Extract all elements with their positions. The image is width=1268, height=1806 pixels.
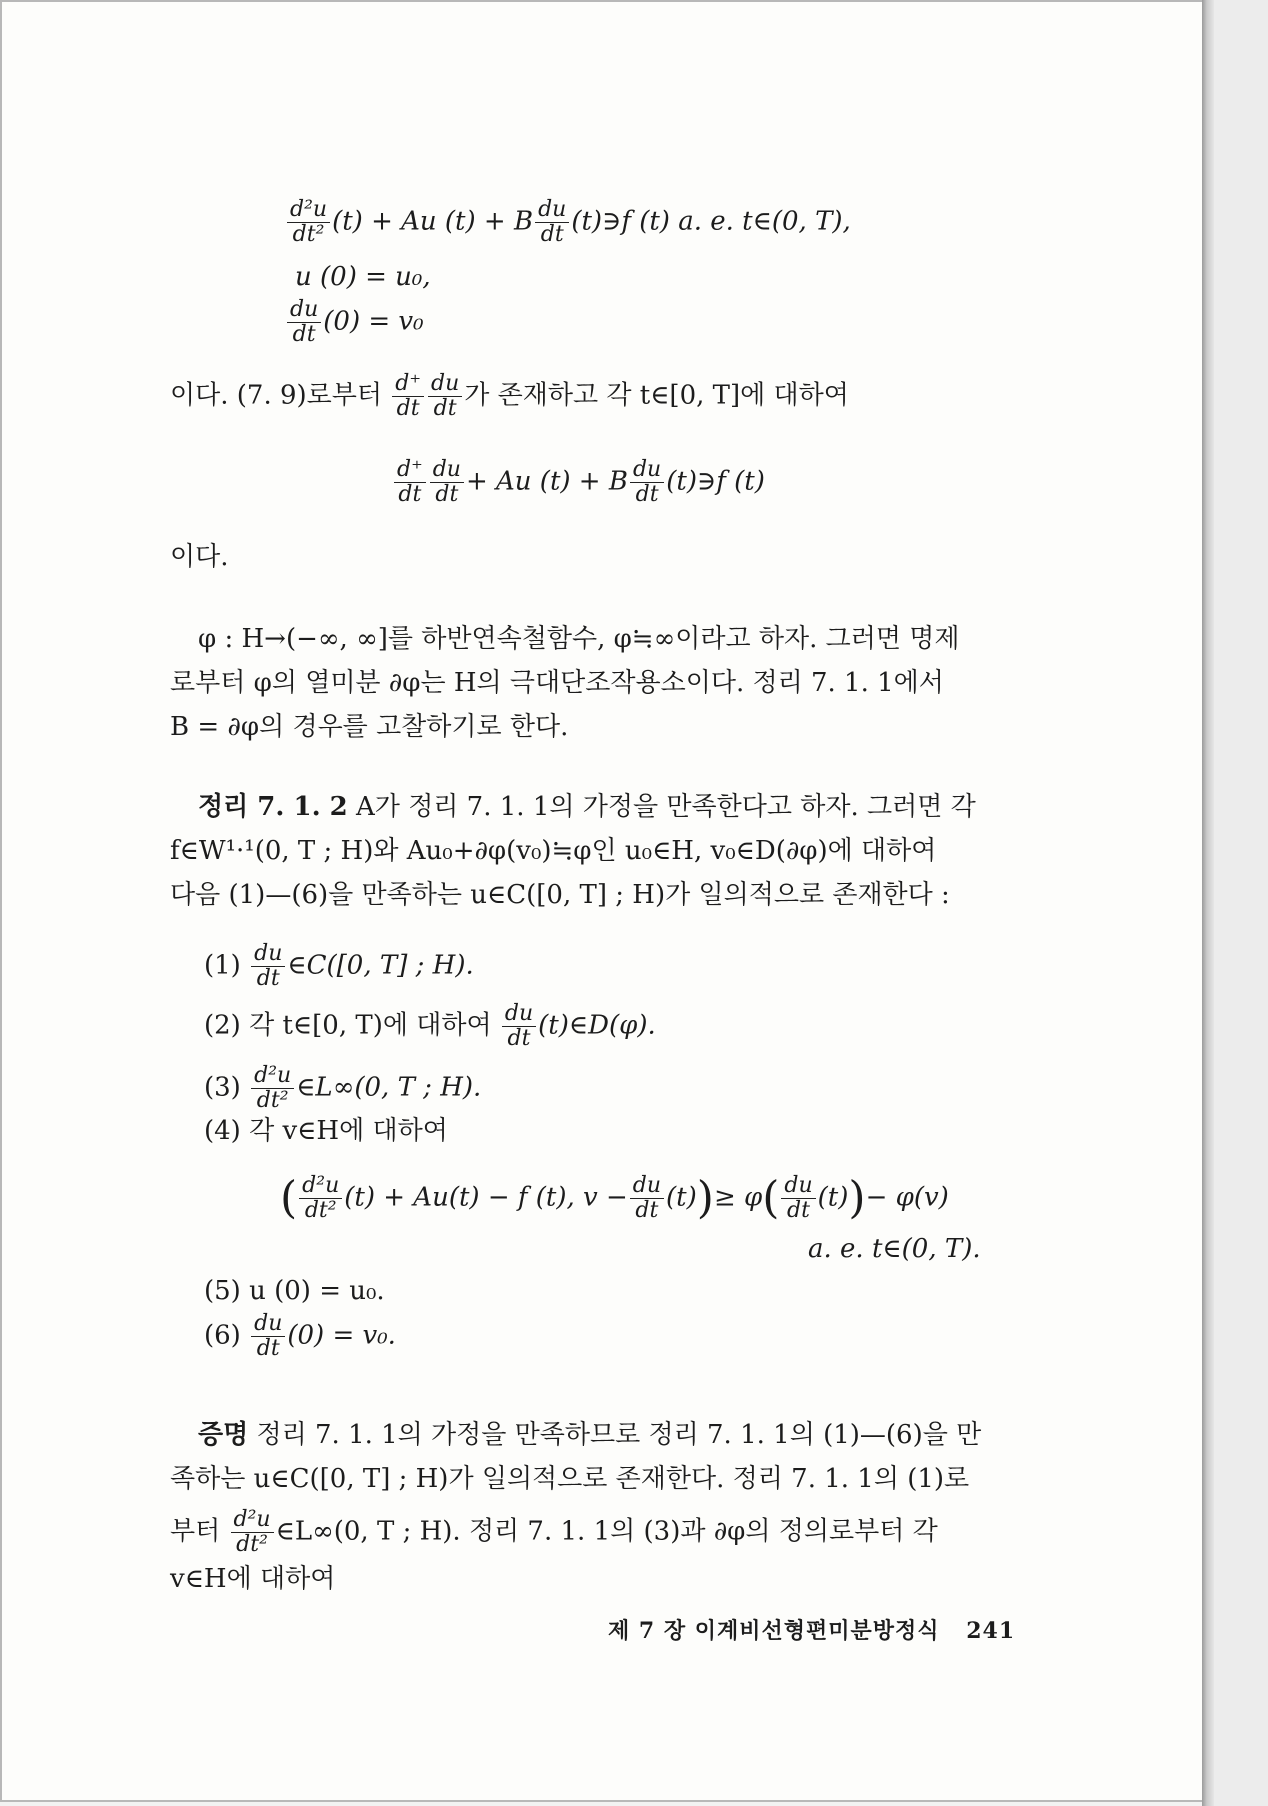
denominator: dt	[433, 396, 457, 421]
paragraph-line: B = ∂φ의 경우를 고찰하기로 한다.	[170, 712, 569, 742]
theorem-line-3: 다음 (1)—(6)을 만족하는 u∈C([0, T] ; H)가 일의적으로 존재한다 :	[170, 880, 950, 910]
fraction	[535, 198, 569, 247]
theorem-line-2: f∈W¹·¹(0, T ; H)와 Au₀+∂φ(v₀)≒φ인 u₀∈H, v₀∈D(∂φ)에 대하여	[170, 836, 937, 866]
list-item-4: (4) 각 v∈H에 대하여	[204, 1116, 448, 1146]
paragraph-line: φ : H→(−∞, ∞]를 하반연속철함수, φ≒∞이라고 하자. 그러면 명제	[198, 624, 960, 654]
list-item-1	[204, 942, 474, 991]
denominator: dt	[540, 222, 564, 247]
inequality-qualifier: a. e. t∈(0, T).	[808, 1234, 981, 1264]
denominator: dt	[398, 482, 422, 507]
equation-text: (t)∈D(φ).	[538, 1010, 656, 1041]
paragraph-line: 로부터 φ의 열미분 ∂φ는 H의 극대단조작용소이다. 정리 7. 1. 1에서	[170, 668, 944, 698]
theorem-line-1	[198, 790, 976, 824]
equation-text: (t) + Au (t) + B	[332, 206, 534, 237]
denominator: dt	[507, 1026, 531, 1051]
item-label: (1)	[204, 950, 241, 981]
display-equation	[392, 458, 765, 507]
equation-text: (t)∋f (t)	[666, 466, 765, 497]
text: 정리 7. 1. 1의 가정을 만족하므로 정리 7. 1. 1의 (1)—(6)을 만	[256, 1420, 982, 1450]
text: ∈L∞(0, T ; H). 정리 7. 1. 1의 (3)과 ∂φ의 정의로부터 각	[275, 1516, 938, 1547]
numerator: du	[287, 298, 321, 323]
denominator: dt	[396, 396, 420, 421]
fraction	[630, 1174, 664, 1223]
list-item-2	[204, 1002, 656, 1051]
list-item-6	[204, 1312, 396, 1361]
denominator: dt	[256, 1336, 280, 1361]
parenthesis: )	[696, 1172, 714, 1224]
text: 부터	[170, 1516, 221, 1547]
equation-text: − φ(v)	[865, 1182, 949, 1213]
text: 가 존재하고 각 t∈[0, T]에 대하여	[464, 380, 849, 411]
numerator: du	[251, 1312, 285, 1337]
parenthesis: (	[762, 1172, 780, 1224]
parenthesis: (	[280, 1172, 298, 1224]
text: A가 정리 7. 1. 1의 가정을 만족한다고 하자. 그러면 각	[356, 792, 976, 822]
fraction	[781, 1174, 815, 1223]
numerator: d²u	[287, 198, 330, 223]
fraction	[251, 1064, 294, 1113]
paragraph-line: 이다.	[170, 542, 229, 572]
numerator: d⁺	[394, 458, 426, 483]
numerator: d²u	[231, 1508, 274, 1533]
equation-text: (t) + Au(t) − f (t), v −	[344, 1182, 628, 1213]
item-label: (3)	[204, 1072, 241, 1103]
equation-text: + Au (t) + B	[465, 466, 628, 497]
numerator: d⁺	[392, 372, 424, 397]
equation-text: (0) = v₀	[323, 306, 424, 337]
numerator: du	[430, 458, 464, 483]
paragraph-line	[170, 372, 849, 421]
equation-text: (t)∋f (t) a. e. t∈(0, T),	[571, 206, 851, 237]
numerator: du	[428, 372, 462, 397]
proof-line-4: v∈H에 대하여	[170, 1564, 336, 1594]
denominator: dt²	[236, 1532, 268, 1557]
numerator: du	[630, 1174, 664, 1199]
running-footer	[608, 1614, 1015, 1645]
list-item-3	[204, 1064, 481, 1113]
denominator: dt	[787, 1198, 810, 1223]
denominator: dt	[292, 322, 316, 347]
scan-margin	[1214, 0, 1268, 1806]
fraction	[231, 1508, 274, 1557]
fraction	[251, 942, 285, 991]
text: (2) 각 t∈[0, T)에 대하여	[204, 1010, 492, 1041]
denominator: dt	[256, 966, 280, 991]
numerator: du	[630, 458, 664, 483]
fraction	[287, 198, 330, 247]
denominator: dt	[635, 482, 659, 507]
page-number: 241	[966, 1618, 1016, 1644]
numerator: du	[535, 198, 569, 223]
denominator: dt	[435, 482, 459, 507]
parenthesis: )	[848, 1172, 866, 1224]
text: 이다. (7. 9)로부터	[170, 380, 383, 411]
fraction	[392, 372, 424, 421]
numerator: d²u	[299, 1174, 342, 1199]
chapter-title: 제 7 장 이계비선형편미분방정식	[608, 1618, 940, 1644]
fraction	[394, 458, 426, 507]
numerator: d²u	[251, 1064, 294, 1089]
proof-label: 증명	[198, 1420, 249, 1450]
denominator: dt	[635, 1198, 659, 1223]
equation-text: (t)	[666, 1182, 697, 1213]
equation-text: ∈C([0, T] ; H).	[287, 950, 474, 981]
equation-text: ≥ φ	[713, 1182, 763, 1213]
equation-line-2: u (0) = u₀,	[295, 262, 431, 292]
list-item-5: (5) u (0) = u₀.	[204, 1276, 385, 1306]
equation-text: ∈L∞(0, T ; H).	[296, 1072, 482, 1103]
proof-line-1	[198, 1418, 981, 1452]
numerator: du	[781, 1174, 815, 1199]
fraction	[630, 458, 664, 507]
equation-line-3	[285, 298, 424, 347]
numerator: du	[251, 942, 285, 967]
fraction	[299, 1174, 342, 1223]
fraction	[287, 298, 321, 347]
fraction	[251, 1312, 285, 1361]
fraction	[430, 458, 464, 507]
item-label: (6)	[204, 1320, 241, 1351]
denominator: dt²	[292, 222, 325, 247]
theorem-label: 정리 7. 1. 2	[198, 792, 348, 822]
fraction	[502, 1002, 536, 1051]
equation-text: (0) = v₀.	[287, 1320, 396, 1351]
fraction	[428, 372, 462, 421]
numerator: du	[502, 1002, 536, 1027]
proof-line-2: 족하는 u∈C([0, T] ; H)가 일의적으로 존재한다. 정리 7. 1. 1의 (1)로	[170, 1464, 970, 1494]
denominator: dt²	[304, 1198, 337, 1223]
proof-line-3	[170, 1508, 938, 1557]
equation-text: (t)	[817, 1182, 849, 1213]
equation-line-1	[285, 198, 851, 247]
denominator: dt²	[256, 1088, 289, 1113]
inequality	[280, 1174, 949, 1223]
page-edge-shadow	[1202, 0, 1214, 1806]
